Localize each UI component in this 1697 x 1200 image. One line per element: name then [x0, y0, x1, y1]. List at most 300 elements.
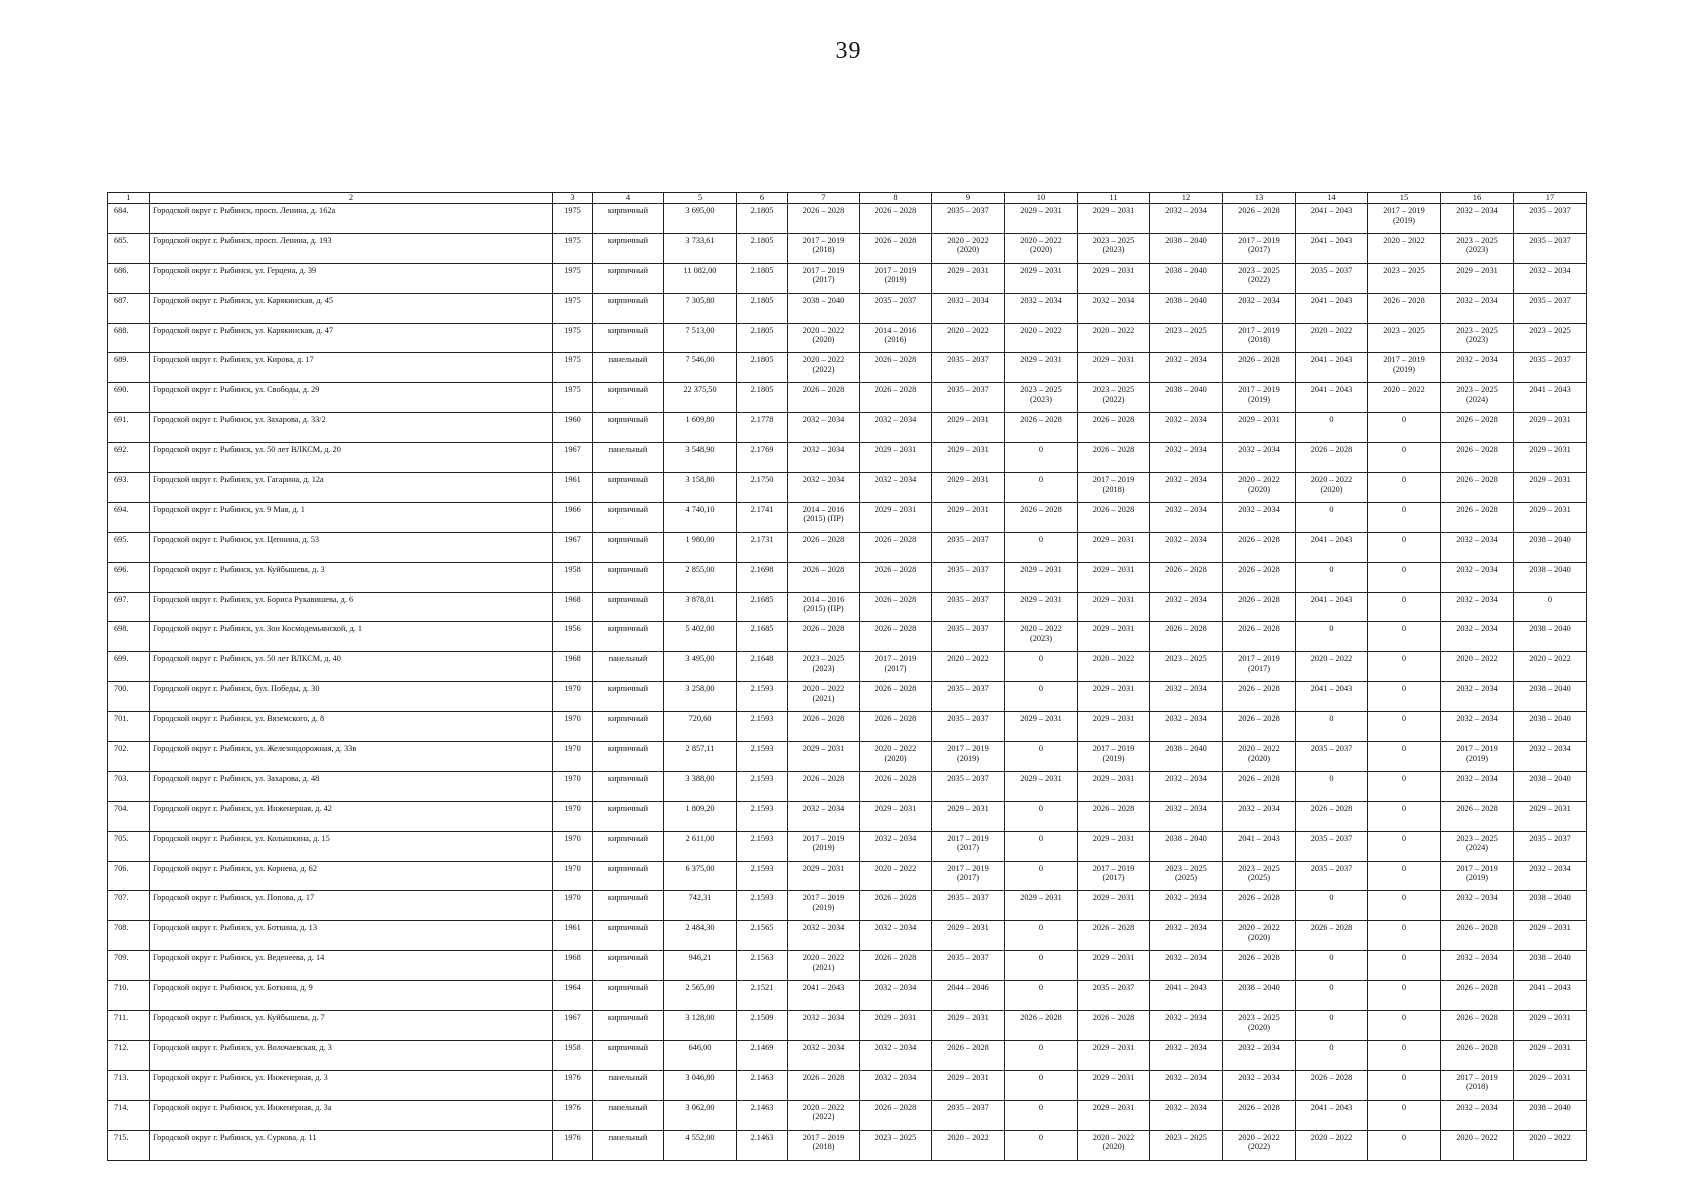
period-cell-9: 2035 – 2037: [932, 682, 1005, 712]
period-cell-8: 2026 – 2028: [860, 592, 932, 622]
period-cell-14: 2041 – 2043: [1296, 532, 1368, 562]
period-cell-14: 2035 – 2037: [1296, 861, 1368, 891]
wall-material-cell: кирпичный: [593, 771, 664, 801]
period-cell-8: 2026 – 2028: [860, 562, 932, 592]
period-cell-7: 2038 – 2040: [788, 293, 860, 323]
period-cell-11: 2029 – 2031: [1078, 682, 1150, 712]
area-cell: 1 980,00: [664, 532, 737, 562]
period-cell-17: 2038 – 2040: [1514, 951, 1587, 981]
row-number-cell: 695.: [108, 532, 150, 562]
area-cell: 3 258,00: [664, 682, 737, 712]
period-cell-17: 2029 – 2031: [1514, 1011, 1587, 1041]
period-cell-9: 2020 – 2022: [932, 323, 1005, 353]
period-planned-year: (2019): [884, 275, 907, 285]
address-cell: Городской округ г. Рыбинск, ул. Вяземского, д. 8: [150, 712, 553, 742]
period-cell-17: 2032 – 2034: [1514, 263, 1587, 293]
period-cell-16: 2026 – 2028: [1441, 981, 1514, 1011]
period-cell-14: 2041 – 2043: [1296, 682, 1368, 712]
period-planned-year: (2020): [1247, 753, 1271, 763]
period-cell-15: 2020 – 2022: [1368, 233, 1441, 263]
period-range: 2017 – 2019: [874, 265, 917, 275]
period-planned-year: (2020): [1102, 1142, 1125, 1152]
year-cell: 1966: [553, 502, 593, 532]
period-cell-7: 2032 – 2034: [788, 1011, 860, 1041]
wall-material-cell: кирпичный: [593, 861, 664, 891]
period-range: 2017 – 2019: [947, 833, 989, 843]
period-cell-8: 2032 – 2034: [860, 981, 932, 1011]
address-cell: Городской округ г. Рыбинск, ул. 50 лет ВЛКСМ, д. 20: [150, 443, 553, 473]
period-cell-7: [788, 233, 860, 263]
period-cell-13: 2026 – 2028: [1223, 592, 1296, 622]
period-cell-9: 2035 – 2037: [932, 771, 1005, 801]
address-cell: Городской округ г. Рыбинск, ул. Зои Космодемьянской, д. 1: [150, 622, 553, 652]
period-cell-13: [1223, 921, 1296, 951]
period-cell-13: 2026 – 2028: [1223, 951, 1296, 981]
period-cell-13: 2026 – 2028: [1223, 204, 1296, 234]
period-planned-year: (2015) (ПР): [803, 604, 844, 614]
period-cell-10: 0: [1005, 981, 1078, 1011]
year-cell: 1968: [553, 951, 593, 981]
rate-cell: 2.1698: [737, 562, 788, 592]
period-cell-13: 2032 – 2034: [1223, 1040, 1296, 1070]
year-cell: 1975: [553, 263, 593, 293]
period-cell-10: 2029 – 2031: [1005, 712, 1078, 742]
period-cell-7: [788, 652, 860, 682]
period-cell-13: 2032 – 2034: [1223, 293, 1296, 323]
table-row: [108, 831, 1587, 861]
period-cell-13: [1223, 383, 1296, 413]
period-planned-year: (2017): [1102, 873, 1125, 883]
area-cell: 3 128,00: [664, 1011, 737, 1041]
wall-material-cell: кирпичный: [593, 891, 664, 921]
period-cell-13: 2032 – 2034: [1223, 801, 1296, 831]
period-cell-7: [788, 951, 860, 981]
period-cell-8: [860, 323, 932, 353]
period-cell-15: 0: [1368, 951, 1441, 981]
table-row: [108, 532, 1587, 562]
period-range: 2023 – 2025: [1092, 235, 1135, 245]
period-cell-15: 0: [1368, 1040, 1441, 1070]
period-cell-9: 2044 – 2046: [932, 981, 1005, 1011]
address-cell: Городской округ г. Рыбинск, ул. Колышкина, д. 15: [150, 831, 553, 861]
row-number-cell: 702.: [108, 742, 150, 772]
year-cell: 1968: [553, 592, 593, 622]
period-cell-16: 2026 – 2028: [1441, 1040, 1514, 1070]
period-cell-17: 2023 – 2025: [1514, 323, 1587, 353]
period-planned-year: (2019): [1247, 394, 1271, 404]
period-cell-7: 2041 – 2043: [788, 981, 860, 1011]
column-number-header: 1: [108, 193, 150, 204]
rate-cell: 2.1731: [737, 532, 788, 562]
period-cell-17: 2032 – 2034: [1514, 742, 1587, 772]
period-planned-year: (2016): [884, 335, 907, 345]
address-cell: Городской округ г. Рыбинск, ул. Карякинская, д. 45: [150, 293, 553, 323]
period-cell-13: [1223, 1011, 1296, 1041]
period-cell-7: 2026 – 2028: [788, 771, 860, 801]
period-cell-14: 2026 – 2028: [1296, 801, 1368, 831]
period-cell-16: 2026 – 2028: [1441, 443, 1514, 473]
period-range: 2020 – 2022: [947, 235, 989, 245]
period-cell-9: 2035 – 2037: [932, 562, 1005, 592]
period-cell-15: 0: [1368, 413, 1441, 443]
period-cell-14: 0: [1296, 891, 1368, 921]
period-planned-year: (2021): [812, 693, 835, 703]
address-cell: Городской округ г. Рыбинск, ул. Веденеева, д. 14: [150, 951, 553, 981]
period-cell-16: 2032 – 2034: [1441, 353, 1514, 383]
period-range: 2017 – 2019: [1238, 654, 1280, 664]
period-range: 2020 – 2022: [1092, 1132, 1135, 1142]
wall-material-cell: кирпичный: [593, 921, 664, 951]
address-cell: Городской округ г. Рыбинск, ул. Волочаевская, д. 3: [150, 1040, 553, 1070]
table-row: [108, 801, 1587, 831]
row-number-cell: 692.: [108, 443, 150, 473]
table-row: [108, 592, 1587, 622]
column-number-header: 14: [1296, 193, 1368, 204]
period-cell-8: 2026 – 2028: [860, 712, 932, 742]
period-range: 2017 – 2019: [947, 744, 989, 754]
period-cell-7: 2026 – 2028: [788, 204, 860, 234]
area-cell: 1 609,80: [664, 413, 737, 443]
rate-cell: 2.1593: [737, 682, 788, 712]
period-cell-8: 2026 – 2028: [860, 622, 932, 652]
wall-material-cell: панельный: [593, 353, 664, 383]
period-cell-8: 2032 – 2034: [860, 831, 932, 861]
period-cell-15: 2020 – 2022: [1368, 383, 1441, 413]
period-cell-12: 2032 – 2034: [1150, 1040, 1223, 1070]
period-cell-12: 2032 – 2034: [1150, 473, 1223, 503]
period-range: 2017 – 2019: [1092, 744, 1135, 754]
address-cell: Городской округ г. Рыбинск, ул. Корнева, д. 62: [150, 861, 553, 891]
table-row: [108, 293, 1587, 323]
period-cell-14: 2020 – 2022: [1296, 1130, 1368, 1160]
year-cell: 1975: [553, 293, 593, 323]
period-cell-17: 2029 – 2031: [1514, 443, 1587, 473]
wall-material-cell: панельный: [593, 652, 664, 682]
period-cell-10: [1005, 383, 1078, 413]
period-cell-11: 2026 – 2028: [1078, 921, 1150, 951]
period-cell-16: 2032 – 2034: [1441, 682, 1514, 712]
rate-cell: 2.1685: [737, 622, 788, 652]
period-range: 2020 – 2022: [802, 1102, 845, 1112]
period-cell-11: 2029 – 2031: [1078, 771, 1150, 801]
period-cell-9: [932, 861, 1005, 891]
address-cell: Городской округ г. Рыбинск, ул. Куйбышева, д. 7: [150, 1011, 553, 1041]
period-cell-17: 2029 – 2031: [1514, 1040, 1587, 1070]
rate-cell: 2.1769: [737, 443, 788, 473]
period-range: 2020 – 2022: [874, 744, 917, 754]
period-cell-9: 2035 – 2037: [932, 951, 1005, 981]
period-cell-13: 2026 – 2028: [1223, 353, 1296, 383]
table-row: [108, 622, 1587, 652]
row-number-cell: 709.: [108, 951, 150, 981]
period-planned-year: (2017): [956, 843, 980, 853]
period-cell-11: 2026 – 2028: [1078, 801, 1150, 831]
period-cell-12: 2032 – 2034: [1150, 1100, 1223, 1130]
rate-cell: 2.1565: [737, 921, 788, 951]
period-cell-11: 2026 – 2028: [1078, 413, 1150, 443]
wall-material-cell: кирпичный: [593, 1040, 664, 1070]
rate-cell: 2.1741: [737, 502, 788, 532]
period-cell-17: 2038 – 2040: [1514, 771, 1587, 801]
period-cell-12: 2038 – 2040: [1150, 383, 1223, 413]
row-number-cell: 684.: [108, 204, 150, 234]
period-planned-year: (2020): [956, 245, 980, 255]
period-cell-7: 2032 – 2034: [788, 413, 860, 443]
column-number-header: 17: [1514, 193, 1587, 204]
table-row: [108, 1011, 1587, 1041]
period-cell-10: 0: [1005, 831, 1078, 861]
wall-material-cell: кирпичный: [593, 502, 664, 532]
period-cell-10: [1005, 233, 1078, 263]
period-planned-year: (2020): [1029, 245, 1053, 255]
period-cell-16: [1441, 861, 1514, 891]
column-number-header: 11: [1078, 193, 1150, 204]
period-cell-15: 0: [1368, 562, 1441, 592]
address-cell: Городской округ г. Рыбинск, ул. Герцена, д. 39: [150, 263, 553, 293]
period-range: 2020 – 2022: [1310, 475, 1353, 485]
table-row: [108, 951, 1587, 981]
period-cell-14: 2041 – 2043: [1296, 353, 1368, 383]
year-cell: 1964: [553, 981, 593, 1011]
column-number-header: 12: [1150, 193, 1223, 204]
period-cell-10: 0: [1005, 951, 1078, 981]
rate-cell: 2.1805: [737, 383, 788, 413]
period-range: 2023 – 2025: [1456, 833, 1498, 843]
period-cell-12: 2032 – 2034: [1150, 921, 1223, 951]
period-range: 2017 – 2019: [1456, 863, 1498, 873]
year-cell: 1961: [553, 473, 593, 503]
period-cell-14: 0: [1296, 712, 1368, 742]
column-number-header: 6: [737, 193, 788, 204]
rate-cell: 2.1805: [737, 233, 788, 263]
period-cell-9: 2029 – 2031: [932, 921, 1005, 951]
period-range: 2020 – 2022: [802, 684, 845, 694]
period-cell-12: 2032 – 2034: [1150, 413, 1223, 443]
period-cell-16: 2026 – 2028: [1441, 502, 1514, 532]
period-cell-16: [1441, 742, 1514, 772]
period-cell-12: 2032 – 2034: [1150, 1011, 1223, 1041]
rate-cell: 2.1805: [737, 323, 788, 353]
period-range: 2017 – 2019: [802, 265, 845, 275]
period-cell-8: 2026 – 2028: [860, 383, 932, 413]
rate-cell: 2.1593: [737, 801, 788, 831]
period-cell-9: 2029 – 2031: [932, 1011, 1005, 1041]
period-cell-15: 0: [1368, 1130, 1441, 1160]
period-cell-13: 2026 – 2028: [1223, 712, 1296, 742]
year-cell: 1975: [553, 353, 593, 383]
period-range: 2020 – 2022: [1020, 235, 1062, 245]
period-cell-12: 2032 – 2034: [1150, 353, 1223, 383]
period-cell-7: [788, 323, 860, 353]
period-cell-15: 0: [1368, 771, 1441, 801]
period-planned-year: (2025): [1174, 873, 1198, 883]
period-cell-7: 2026 – 2028: [788, 622, 860, 652]
period-cell-17: 0: [1514, 592, 1587, 622]
period-cell-7: 2029 – 2031: [788, 861, 860, 891]
period-cell-9: 2029 – 2031: [932, 801, 1005, 831]
year-cell: 1970: [553, 712, 593, 742]
wall-material-cell: панельный: [593, 1100, 664, 1130]
period-cell-11: 2029 – 2031: [1078, 712, 1150, 742]
row-number-cell: 707.: [108, 891, 150, 921]
year-cell: 1976: [553, 1100, 593, 1130]
rate-cell: 2.1648: [737, 652, 788, 682]
table-row: [108, 981, 1587, 1011]
period-cell-15: 0: [1368, 742, 1441, 772]
period-cell-7: 2026 – 2028: [788, 532, 860, 562]
period-cell-17: 2035 – 2037: [1514, 233, 1587, 263]
wall-material-cell: кирпичный: [593, 682, 664, 712]
period-cell-7: 2032 – 2034: [788, 443, 860, 473]
period-cell-16: 2032 – 2034: [1441, 532, 1514, 562]
period-planned-year: (2021): [812, 962, 835, 972]
rate-cell: 2.1778: [737, 413, 788, 443]
period-planned-year: (2019): [1102, 753, 1125, 763]
period-planned-year: (2019): [812, 843, 835, 853]
period-cell-12: [1150, 861, 1223, 891]
wall-material-cell: кирпичный: [593, 592, 664, 622]
period-cell-10: 0: [1005, 742, 1078, 772]
row-number-cell: 710.: [108, 981, 150, 1011]
row-number-cell: 704.: [108, 801, 150, 831]
period-cell-14: 2035 – 2037: [1296, 263, 1368, 293]
rate-cell: 2.1593: [737, 891, 788, 921]
period-cell-13: 2026 – 2028: [1223, 532, 1296, 562]
period-cell-12: 2038 – 2040: [1150, 831, 1223, 861]
period-cell-16: [1441, 383, 1514, 413]
table-row: [108, 742, 1587, 772]
wall-material-cell: кирпичный: [593, 712, 664, 742]
period-cell-16: 2029 – 2031: [1441, 263, 1514, 293]
period-cell-14: 0: [1296, 951, 1368, 981]
area-cell: 3 878,01: [664, 592, 737, 622]
period-range: 2014 – 2016: [874, 325, 917, 335]
year-cell: 1970: [553, 861, 593, 891]
period-planned-year: (2023): [812, 663, 835, 673]
period-cell-7: [788, 1100, 860, 1130]
period-cell-9: 2035 – 2037: [932, 712, 1005, 742]
period-cell-13: [1223, 1130, 1296, 1160]
row-number-cell: 689.: [108, 353, 150, 383]
address-cell: Городской округ г. Рыбинск, ул. Суркова, д. 11: [150, 1130, 553, 1160]
area-cell: 646,00: [664, 1040, 737, 1070]
table-row: [108, 502, 1587, 532]
period-cell-17: 2038 – 2040: [1514, 562, 1587, 592]
period-cell-10: 0: [1005, 1130, 1078, 1160]
rate-cell: 2.1805: [737, 263, 788, 293]
period-cell-14: 0: [1296, 622, 1368, 652]
period-range: 2017 – 2019: [874, 654, 917, 664]
period-cell-11: [1078, 742, 1150, 772]
period-cell-12: 2023 – 2025: [1150, 1130, 1223, 1160]
period-cell-11: 2026 – 2028: [1078, 502, 1150, 532]
period-range: 2023 – 2025: [1020, 385, 1062, 395]
table-row: [108, 413, 1587, 443]
period-planned-year: (2023): [1029, 394, 1053, 404]
period-cell-8: 2026 – 2028: [860, 204, 932, 234]
period-cell-12: 2026 – 2028: [1150, 622, 1223, 652]
period-cell-13: 2026 – 2028: [1223, 771, 1296, 801]
address-cell: Городской округ г. Рыбинск, ул. Боткина, д. 13: [150, 921, 553, 951]
period-cell-16: 2026 – 2028: [1441, 473, 1514, 503]
period-cell-15: 0: [1368, 891, 1441, 921]
row-number-cell: 714.: [108, 1100, 150, 1130]
row-number-cell: 708.: [108, 921, 150, 951]
period-cell-10: 0: [1005, 443, 1078, 473]
area-cell: 2 565,00: [664, 981, 737, 1011]
period-planned-year: (2020): [1247, 932, 1271, 942]
period-planned-year: (2019): [812, 902, 835, 912]
year-cell: 1958: [553, 1040, 593, 1070]
column-number-header: 4: [593, 193, 664, 204]
year-cell: 1967: [553, 443, 593, 473]
period-cell-9: 2029 – 2031: [932, 502, 1005, 532]
rate-cell: 2.1463: [737, 1100, 788, 1130]
period-cell-11: 2029 – 2031: [1078, 1040, 1150, 1070]
period-range: 2017 – 2019: [1238, 325, 1280, 335]
period-cell-14: 0: [1296, 1011, 1368, 1041]
period-cell-17: 2029 – 2031: [1514, 921, 1587, 951]
year-cell: 1970: [553, 742, 593, 772]
period-cell-14: 0: [1296, 981, 1368, 1011]
year-cell: 1958: [553, 562, 593, 592]
area-cell: 3 733,61: [664, 233, 737, 263]
period-cell-7: 2026 – 2028: [788, 1070, 860, 1100]
row-number-cell: 703.: [108, 771, 150, 801]
period-cell-13: [1223, 233, 1296, 263]
period-cell-15: [1368, 204, 1441, 234]
area-cell: 1 809,20: [664, 801, 737, 831]
period-cell-11: 2029 – 2031: [1078, 532, 1150, 562]
period-cell-15: 0: [1368, 532, 1441, 562]
period-cell-16: 2032 – 2034: [1441, 1100, 1514, 1130]
row-number-cell: 696.: [108, 562, 150, 592]
period-planned-year: (2015) (ПР): [803, 514, 844, 524]
period-cell-10: 0: [1005, 682, 1078, 712]
address-cell: Городской округ г. Рыбинск, ул. Инженерная, д. 3а: [150, 1100, 553, 1130]
period-cell-12: 2032 – 2034: [1150, 682, 1223, 712]
table-row: [108, 921, 1587, 951]
year-cell: 1960: [553, 413, 593, 443]
period-cell-8: 2029 – 2031: [860, 1011, 932, 1041]
period-cell-12: 2023 – 2025: [1150, 323, 1223, 353]
period-range: 2017 – 2019: [802, 235, 845, 245]
period-cell-7: 2026 – 2028: [788, 383, 860, 413]
period-planned-year: (2019): [956, 753, 980, 763]
column-number-header: 13: [1223, 193, 1296, 204]
period-range: 2023 – 2025: [1456, 235, 1498, 245]
period-cell-14: 2020 – 2022: [1296, 652, 1368, 682]
period-cell-9: 2035 – 2037: [932, 592, 1005, 622]
period-cell-8: 2032 – 2034: [860, 1070, 932, 1100]
period-cell-16: 2032 – 2034: [1441, 622, 1514, 652]
period-planned-year: (2022): [812, 1112, 835, 1122]
period-cell-10: 2029 – 2031: [1005, 353, 1078, 383]
area-cell: 3 062,00: [664, 1100, 737, 1130]
period-cell-8: 2029 – 2031: [860, 443, 932, 473]
row-number-cell: 698.: [108, 622, 150, 652]
period-cell-7: [788, 353, 860, 383]
table-row: [108, 263, 1587, 293]
period-cell-16: [1441, 831, 1514, 861]
period-cell-11: 2029 – 2031: [1078, 204, 1150, 234]
period-cell-8: 2032 – 2034: [860, 1040, 932, 1070]
period-planned-year: (2019): [1392, 215, 1416, 225]
period-planned-year: (2022): [1102, 394, 1125, 404]
period-cell-17: 2029 – 2031: [1514, 801, 1587, 831]
area-cell: 2 484,30: [664, 921, 737, 951]
period-planned-year: (2023): [1465, 245, 1489, 255]
